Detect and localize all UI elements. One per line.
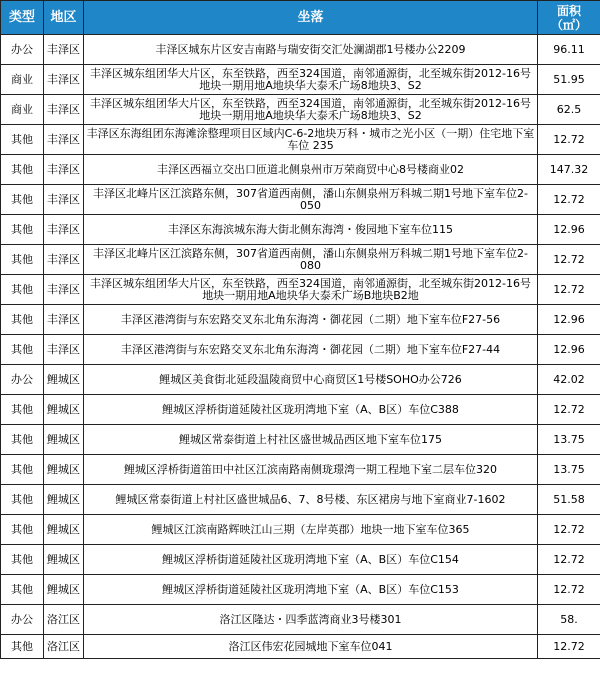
cell-type: 办公 bbox=[1, 605, 44, 635]
cell-type: 其他 bbox=[1, 545, 44, 575]
cell-area: 96.11 bbox=[538, 35, 600, 65]
cell-area: 13.75 bbox=[538, 455, 600, 485]
cell-type: 其他 bbox=[1, 305, 44, 335]
table-row bbox=[1, 95, 600, 125]
cell-location: 丰泽区西福立交出口匝道北侧泉州市万荣商贸中心8号楼商业02 bbox=[84, 155, 538, 185]
cell-location: 鲤城区浮桥街道延陵社区珑玥湾地下室（A、B区）车位C154 bbox=[84, 545, 538, 575]
cell-type: 其他 bbox=[1, 575, 44, 605]
table-row bbox=[1, 575, 600, 605]
cell-type: 商业 bbox=[1, 65, 44, 95]
cell-district: 洛江区 bbox=[44, 635, 84, 659]
cell-type: 办公 bbox=[1, 35, 44, 65]
cell-location: 洛江区伟宏花园城地下室车位041 bbox=[84, 635, 538, 659]
table-row bbox=[1, 245, 600, 275]
cell-district: 鲤城区 bbox=[44, 575, 84, 605]
cell-area: 12.72 bbox=[538, 635, 600, 659]
table-row bbox=[1, 455, 600, 485]
cell-district: 鲤城区 bbox=[44, 395, 84, 425]
cell-location: 丰泽区城东片区安吉南路与瑞安街交汇处澜湖郡1号楼办公2209 bbox=[84, 35, 538, 65]
cell-district: 丰泽区 bbox=[44, 305, 84, 335]
cell-area: 12.72 bbox=[538, 545, 600, 575]
cell-type: 其他 bbox=[1, 425, 44, 455]
cell-area: 12.72 bbox=[538, 185, 600, 215]
table-row bbox=[1, 425, 600, 455]
cell-location: 丰泽区港湾街与东宏路交叉东北角东海湾・御花园（二期）地下室车位F27-56 bbox=[84, 305, 538, 335]
cell-district: 丰泽区 bbox=[44, 65, 84, 95]
cell-type: 其他 bbox=[1, 515, 44, 545]
table-row bbox=[1, 185, 600, 215]
cell-area: 12.72 bbox=[538, 575, 600, 605]
table-row bbox=[1, 545, 600, 575]
cell-district: 鲤城区 bbox=[44, 425, 84, 455]
cell-location: 鲤城区常泰街道上村社区盛世城品西区地下室车位175 bbox=[84, 425, 538, 455]
cell-area: 62.5 bbox=[538, 95, 600, 125]
cell-area: 12.72 bbox=[538, 395, 600, 425]
cell-location: 鲤城区浮桥街道延陵社区珑玥湾地下室（A、B区）车位C153 bbox=[84, 575, 538, 605]
cell-district: 鲤城区 bbox=[44, 365, 84, 395]
cell-district: 丰泽区 bbox=[44, 185, 84, 215]
cell-district: 鲤城区 bbox=[44, 455, 84, 485]
cell-area: 58. bbox=[538, 605, 600, 635]
cell-area: 147.32 bbox=[538, 155, 600, 185]
table-row bbox=[1, 635, 600, 659]
cell-type: 其他 bbox=[1, 185, 44, 215]
cell-district: 丰泽区 bbox=[44, 215, 84, 245]
cell-type: 其他 bbox=[1, 335, 44, 365]
cell-type: 商业 bbox=[1, 95, 44, 125]
table-row bbox=[1, 155, 600, 185]
cell-area: 12.72 bbox=[538, 275, 600, 305]
cell-area: 51.58 bbox=[538, 485, 600, 515]
cell-type: 其他 bbox=[1, 215, 44, 245]
cell-location: 丰泽区东海组团东海滩涂整理项目区域内C-6-2地块万科・城市之光小区（一期）住宅地下室车位 235 bbox=[84, 125, 538, 155]
cell-location: 丰泽区城东组团华大片区，东至铁路，西至324国道，南邻通源街，北至城东街2012-16号地块一期用地A地块华大泰禾广场8地块3、S2 bbox=[84, 95, 538, 125]
cell-district: 洛江区 bbox=[44, 605, 84, 635]
table-row bbox=[1, 125, 600, 155]
cell-location: 鲤城区浮桥街道延陵社区珑玥湾地下室（A、B区）车位C388 bbox=[84, 395, 538, 425]
cell-type: 其他 bbox=[1, 275, 44, 305]
cell-district: 鲤城区 bbox=[44, 515, 84, 545]
header-area-unit: （㎡） bbox=[550, 17, 587, 32]
cell-area: 51.95 bbox=[538, 65, 600, 95]
cell-location: 丰泽区东海滨城东海大街北侧东海湾・俊园地下室车位115 bbox=[84, 215, 538, 245]
table-row bbox=[1, 395, 600, 425]
cell-type: 其他 bbox=[1, 455, 44, 485]
table-row bbox=[1, 515, 600, 545]
cell-area: 12.96 bbox=[538, 215, 600, 245]
cell-location: 丰泽区北峰片区江滨路东侧，307省道西南侧，潘山东侧泉州万科城二期1号地下室车位2-050 bbox=[84, 185, 538, 215]
cell-type: 其他 bbox=[1, 485, 44, 515]
table-row bbox=[1, 215, 600, 245]
cell-area: 12.72 bbox=[538, 245, 600, 275]
header-district: 地区 bbox=[44, 1, 84, 35]
cell-type: 其他 bbox=[1, 635, 44, 659]
cell-district: 丰泽区 bbox=[44, 245, 84, 275]
cell-district: 丰泽区 bbox=[44, 125, 84, 155]
table-body bbox=[1, 35, 600, 659]
cell-district: 鲤城区 bbox=[44, 485, 84, 515]
table-row bbox=[1, 35, 600, 65]
cell-district: 丰泽区 bbox=[44, 155, 84, 185]
cell-area: 13.75 bbox=[538, 425, 600, 455]
table-row bbox=[1, 275, 600, 305]
cell-location: 鲤城区美食街北延段温陵商贸中心商贸区1号楼SOHO办公726 bbox=[84, 365, 538, 395]
cell-district: 丰泽区 bbox=[44, 275, 84, 305]
cell-type: 其他 bbox=[1, 125, 44, 155]
cell-location: 丰泽区城东组团华大片区，东至铁路，西至324国道，南邻通源街，北至城东街2012-16号地块一期用地A地块华大泰禾广场8地块3、S2 bbox=[84, 65, 538, 95]
cell-type: 其他 bbox=[1, 395, 44, 425]
cell-location: 鲤城区江滨南路辉映江山三期（左岸英郡）地块一地下室车位365 bbox=[84, 515, 538, 545]
cell-type: 其他 bbox=[1, 245, 44, 275]
cell-location: 洛江区隆达・四季蓝湾商业3号楼301 bbox=[84, 605, 538, 635]
cell-location: 鲤城区浮桥街道笛田中社区江滨南路南侧珑璟湾一期工程地下室二层车位320 bbox=[84, 455, 538, 485]
cell-area: 12.96 bbox=[538, 305, 600, 335]
cell-type: 其他 bbox=[1, 155, 44, 185]
cell-location: 丰泽区城东组团华大片区，东至铁路，西至324国道，南邻通源街，北至城东街2012-16号地块一期用地A地块华大泰禾广场B地块B2地 bbox=[84, 275, 538, 305]
cell-type: 办公 bbox=[1, 365, 44, 395]
cell-location: 鲤城区常泰街道上村社区盛世城品6、7、8号楼、东区裙房与地下室商业7-1602 bbox=[84, 485, 538, 515]
table-row bbox=[1, 605, 600, 635]
cell-location: 丰泽区北峰片区江滨路东侧，307省道西南侧，潘山东侧泉州万科城二期1号地下室车位2-080 bbox=[84, 245, 538, 275]
header-area bbox=[538, 1, 600, 35]
cell-area: 42.02 bbox=[538, 365, 600, 395]
cell-district: 丰泽区 bbox=[44, 95, 84, 125]
table-header-row bbox=[1, 1, 600, 35]
cell-district: 丰泽区 bbox=[44, 35, 84, 65]
header-location: 坐落 bbox=[84, 1, 538, 35]
table-row bbox=[1, 335, 600, 365]
cell-area: 12.72 bbox=[538, 125, 600, 155]
header-type: 类型 bbox=[1, 1, 44, 35]
cell-location: 丰泽区港湾街与东宏路交叉东北角东海湾・御花园（二期）地下室车位F27-44 bbox=[84, 335, 538, 365]
table-row bbox=[1, 365, 600, 395]
cell-district: 丰泽区 bbox=[44, 335, 84, 365]
cell-district: 鲤城区 bbox=[44, 545, 84, 575]
table-row bbox=[1, 65, 600, 95]
cell-area: 12.96 bbox=[538, 335, 600, 365]
table-row bbox=[1, 305, 600, 335]
header-area-label: 面积 bbox=[556, 3, 581, 18]
table-row bbox=[1, 485, 600, 515]
cell-area: 12.72 bbox=[538, 515, 600, 545]
